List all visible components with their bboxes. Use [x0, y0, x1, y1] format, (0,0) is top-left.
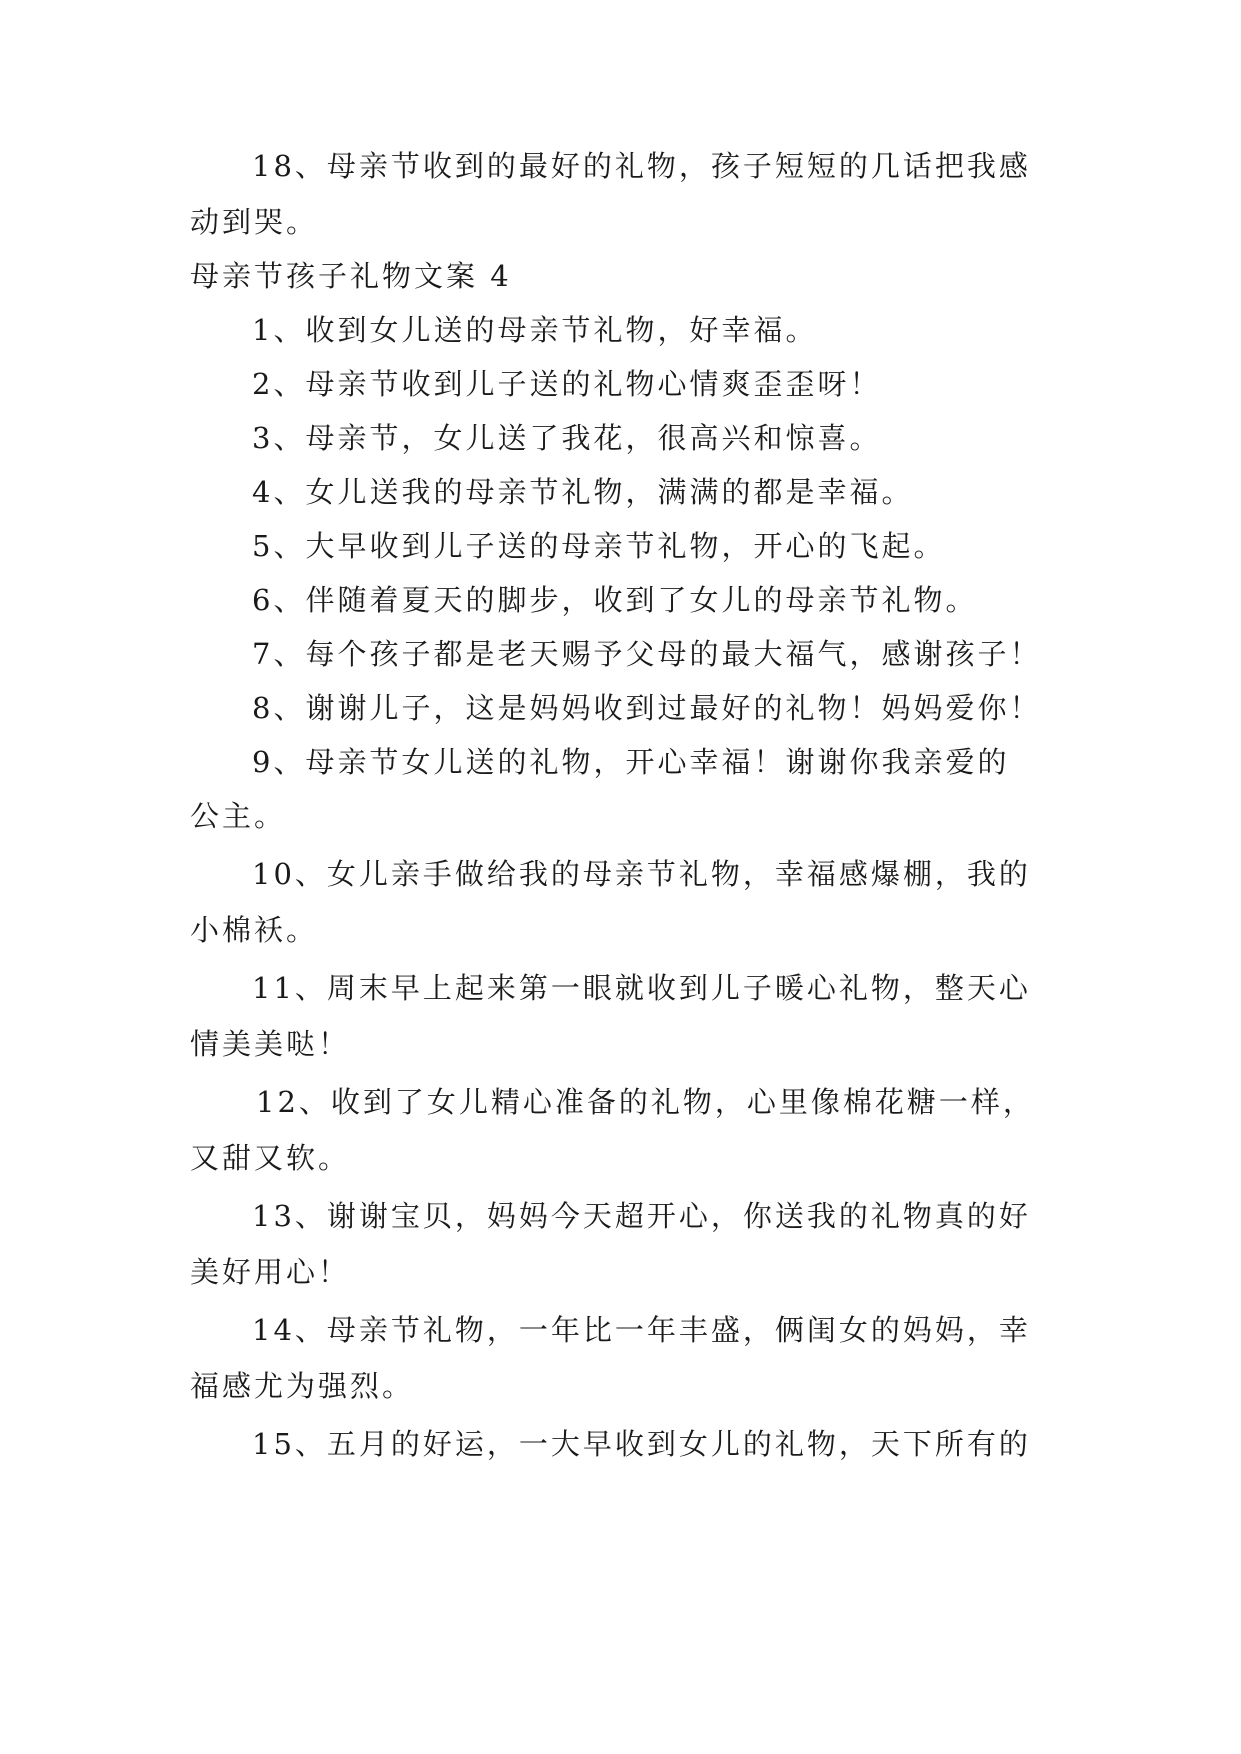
list-item-9-line-2: 公主。: [190, 799, 287, 833]
list-item-13-line-1: 13、谢谢宝贝，妈妈今天超开心，你送我的礼物真的好: [252, 1199, 1031, 1233]
list-item-15-line-1: 15、五月的好运，一大早收到女儿的礼物，天下所有的: [252, 1427, 1031, 1461]
list-item-12-line-2: 又甜又软。: [190, 1141, 351, 1175]
list-item-6: 6、伴随着夏天的脚步，收到了女儿的母亲节礼物。: [252, 583, 978, 617]
list-item-3: 3、母亲节，女儿送了我花，很高兴和惊喜。: [252, 421, 882, 455]
section-heading: 母亲节孩子礼物文案 4: [190, 259, 512, 293]
list-item-11-line-1: 11、周末早上起来第一眼就收到儿子暖心礼物，整天心: [252, 971, 1031, 1005]
paragraph-18-line-2: 动到哭。: [190, 205, 319, 239]
list-item-4: 4、女儿送我的母亲节礼物，满满的都是幸福。: [252, 475, 914, 509]
list-item-11-line-2: 情美美哒！: [190, 1027, 351, 1061]
list-item-13-line-2: 美好用心！: [190, 1255, 351, 1289]
list-item-12-line-1: 12、收到了女儿精心准备的礼物，心里像棉花糖一样，: [256, 1085, 1035, 1119]
list-item-10-line-2: 小棉袄。: [190, 913, 319, 947]
list-item-2: 2、母亲节收到儿子送的礼物心情爽歪歪呀！: [252, 367, 882, 401]
list-item-5: 5、大早收到儿子送的母亲节礼物，开心的飞起。: [252, 529, 946, 563]
list-item-7: 7、每个孩子都是老天赐予父母的最大福气，感谢孩子！: [252, 637, 1042, 671]
list-item-14-line-1: 14、母亲节礼物，一年比一年丰盛，俩闺女的妈妈，幸: [252, 1313, 1031, 1347]
paragraph-18-line-1: 18、母亲节收到的最好的礼物，孩子短短的几话把我感: [252, 149, 1031, 183]
list-item-1: 1、收到女儿送的母亲节礼物，好幸福。: [252, 313, 818, 347]
list-item-14-line-2: 福感尤为强烈。: [190, 1369, 415, 1403]
list-item-9-line-1: 9、母亲节女儿送的礼物，开心幸福！谢谢你我亲爱的: [252, 745, 1010, 779]
list-item-8: 8、谢谢儿子，这是妈妈收到过最好的礼物！妈妈爱你！: [252, 691, 1042, 725]
list-item-10-line-1: 10、女儿亲手做给我的母亲节礼物，幸福感爆棚，我的: [252, 857, 1031, 891]
